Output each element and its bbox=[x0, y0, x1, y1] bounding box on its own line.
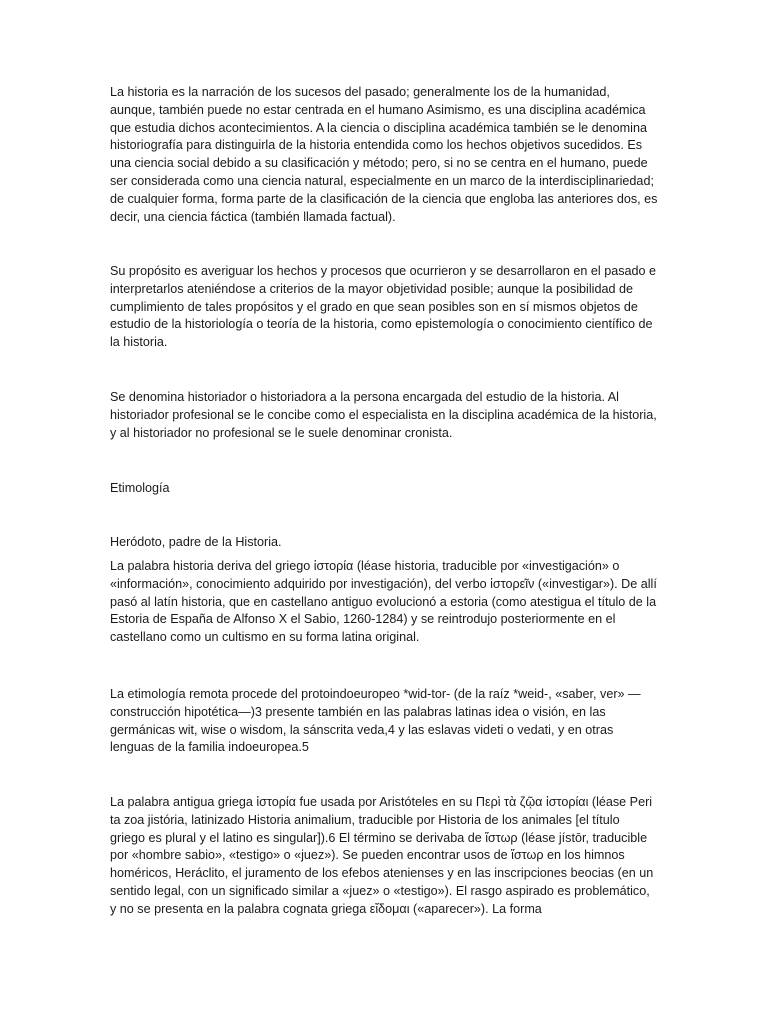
paragraph-historian: Se denomina historiador o historiadora a la persona encargada del estudio de la historia. Al historiador profesional se le concibe como el especialista en la disciplina académica de la historia, y al historiador no profesional se le suele denominar cronista. bbox=[110, 390, 657, 440]
paragraph-etymology-greek: La palabra historia deriva del griego ἱστορία (léase historia, traducible por «investigación» o «información», conocimiento adquirido por investigación), del verbo ἱστορεῖν («investigar»). De allí pasó al latín historia, que en castellano antiguo evolucionó a estoria (como atestigua el título de la Estoria de España de Alfonso X el Sabio, 1260-1284) y se reintrodujo posteriormente en el castellano como un cultismo en su forma latina original. bbox=[110, 559, 657, 645]
image-caption-herodotus: Heródoto, padre de la Historia. bbox=[110, 535, 282, 549]
section-heading-etymology: Etimología bbox=[110, 481, 170, 495]
paragraph-etymology-pie: La etimología remota procede del protoindoeuropeo *wid-tor- (de la raíz *weid-, «saber, ver» —construcción hipotética—)3 presente también en las palabras latinas idea o visión, en las germánicas wit, wise o wisdom, la sánscrita veda,4 y las eslavas videti o vedati, y en otras lenguas de la familia indoeuropea.5 bbox=[110, 687, 641, 755]
paragraph-purpose: Su propósito es averiguar los hechos y procesos que ocurrieron y se desarrollaron en el pasado e interpretarlos ateniéndose a criterios de la mayor objetividad posible; aunque la posibilidad de cumplimiento de tales propósitos y el grado en que sean posibles son en sí mismos objetos de estudio de la historiología o teoría de la historia, como epistemología o conocimiento científico de la historia. bbox=[110, 264, 657, 350]
paragraph-definition: La historia es la narración de los sucesos del pasado; generalmente los de la humanidad, aunque, también puede no estar centrada en el humano Asimismo, es una disciplina académica que estudia dichos acontecimientos. A la ciencia o disciplina académica también se le denomina historiografía para distinguirla de la historia entendida como los hechos objetivos sucedidos. Es una ciencia social debido a su clasificación y método; pero, si no se centra en el humano, puede ser considerada como una ciencia natural, especialmente en un marco de la interdisciplinariedad; de cualquier forma, forma parte de la clasificación de la ciencia que engloba las anteriores dos, es decir, una ciencia fáctica (también llamada factual). bbox=[110, 85, 658, 224]
paragraph-etymology-aristotle: La palabra antigua griega ἱστορία fue usada por Aristóteles en su Περὶ τὰ ζῷα ἱστορίαι (léase Peri ta zoa jistória, latinizado Historia animalium, traducible por Historia de los animales [el título griego es plural y el latino es singular]).6 El término se derivaba de ἵστωρ (léase jístōr, traducible por «hombre sabio», «testigo» o «juez»). Se pueden encontrar usos de ἵστωρ en los himnos homéricos, Heráclito, el juramento de los efebos atenienses y en las inscripciones beocias (en un sentido legal, con un significado similar a «juez» o «testigo»). El rasgo aspirado es problemático, y no se presenta en la palabra cognata griega εἴδομαι («aparecer»). La forma bbox=[110, 795, 654, 916]
